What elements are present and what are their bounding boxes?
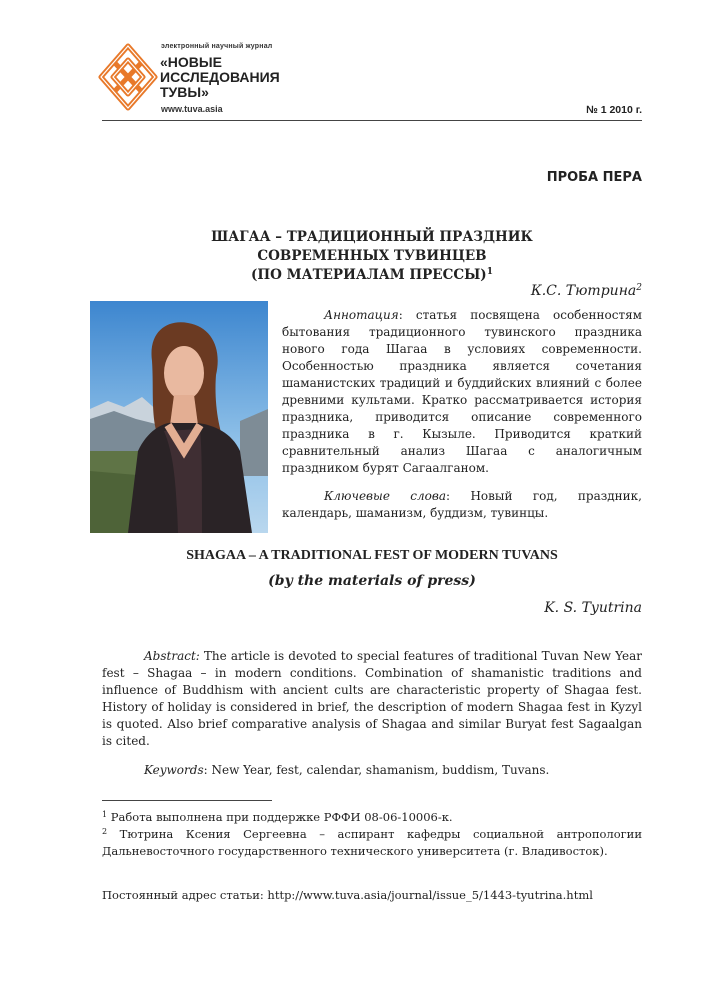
journal-name-line-2: ИССЛЕДОВАНИЯ: [160, 69, 280, 85]
journal-logo-knot-icon: [97, 42, 159, 112]
keywords-ru-text: : Новый год, праздник, календарь, шаманизм, буддизм, тувинцы.: [282, 489, 642, 520]
abstract-en: [102, 648, 642, 750]
abstract-ru-label: Аннотация: [324, 308, 399, 322]
journal-name: [160, 55, 280, 100]
keywords-en-text: : New Year, fest, calendar, shamanism, buddism, Tuvans.: [203, 763, 550, 777]
keywords-en: [102, 762, 642, 779]
footnote-1-text: Работа выполнена при поддержке РФФИ 08-06-10006-к.: [107, 810, 453, 824]
footnote-2: [102, 823, 642, 860]
journal-website: www.tuva.asia: [161, 104, 223, 114]
section-heading: ПРОБА ПЕРА: [546, 170, 642, 185]
abstract-ru-text: : статья посвящена особенностям бытования традиционного тувинского праздника нового года Шагаа в условиях современности. Особенностью праздника является сочетания шаманистских традиций и буддийских влияний с более древними культами. Кратко рассматривается история праздника, приводится описание современного праздника в г. Кызыле. Приводится краткий сравнительный анализ Шагаа с аналогичным праздником бурят Сагаалганом.: [282, 308, 642, 475]
footnote-2-mark: 2: [102, 827, 108, 836]
author-ru: К.С. Тютрина$^2$: [530, 283, 642, 299]
keywords-en-label: Keywords: [144, 763, 204, 777]
journal-subtitle: электронный научный журнал: [161, 43, 273, 50]
footnote-mark-2[interactable]: 2: [636, 283, 642, 293]
footnote-2-text: Тютрина Ксения Сергеевна – аспирант кафедры социальной антропологии Дальневосточного государственного технического университета (г. Владивосток).: [102, 827, 642, 858]
abstract-en-label: Abstract:: [144, 649, 200, 663]
issue-number: № 1 2010 г.: [586, 104, 642, 116]
abstract-ru: [282, 307, 642, 477]
journal-name-line-1: «НОВЫЕ: [160, 54, 222, 70]
keywords-ru-label: Ключевые слова: [324, 489, 447, 503]
article-subtitle-en: (by the materials of press): [268, 573, 476, 589]
title-ru-line-2: СОВРЕМЕННЫХ ТУВИНЦЕВ: [257, 248, 487, 264]
journal-name-line-3: ТУВЫ»: [160, 84, 209, 100]
abstract-en-text: The article is devoted to special features of traditional Tuvan New Year fest – Shagaa – in modern conditions. Combination of shamanistic traditions and influence of Buddhism with ancient cults are characteristic property of Shagaa fest. History of holiday is considered in brief, the description of modern Shagaa fest in Kyzyl is quoted. Also brief comparative analysis of Shagaa and similar Buryat fest Sagaalgan is cited.: [102, 649, 642, 748]
author-en: K. S. Tyutrina: [544, 600, 642, 616]
keywords-ru: [282, 488, 642, 522]
footnote-divider: [102, 800, 272, 801]
author-photo: [90, 301, 268, 533]
article-title-ru: [102, 228, 642, 285]
article-permalink[interactable]: Постоянный адрес статьи: http://www.tuva.asia/journal/issue_5/1443-tyutrina.html: [102, 888, 593, 902]
title-ru-line-1: ШАГАА – ТРАДИЦИОННЫЙ ПРАЗДНИК: [211, 229, 533, 245]
footnote-mark-1[interactable]: 1: [486, 267, 493, 277]
header-divider: [102, 120, 642, 121]
article-title-en: SHAGAA – A TRADITIONAL FEST OF MODERN TUVANS: [186, 548, 558, 563]
title-ru-line-3: (ПО МАТЕРИАЛАМ ПРЕССЫ)$^1$: [251, 267, 493, 283]
footnote-1-mark: 1: [102, 810, 108, 819]
